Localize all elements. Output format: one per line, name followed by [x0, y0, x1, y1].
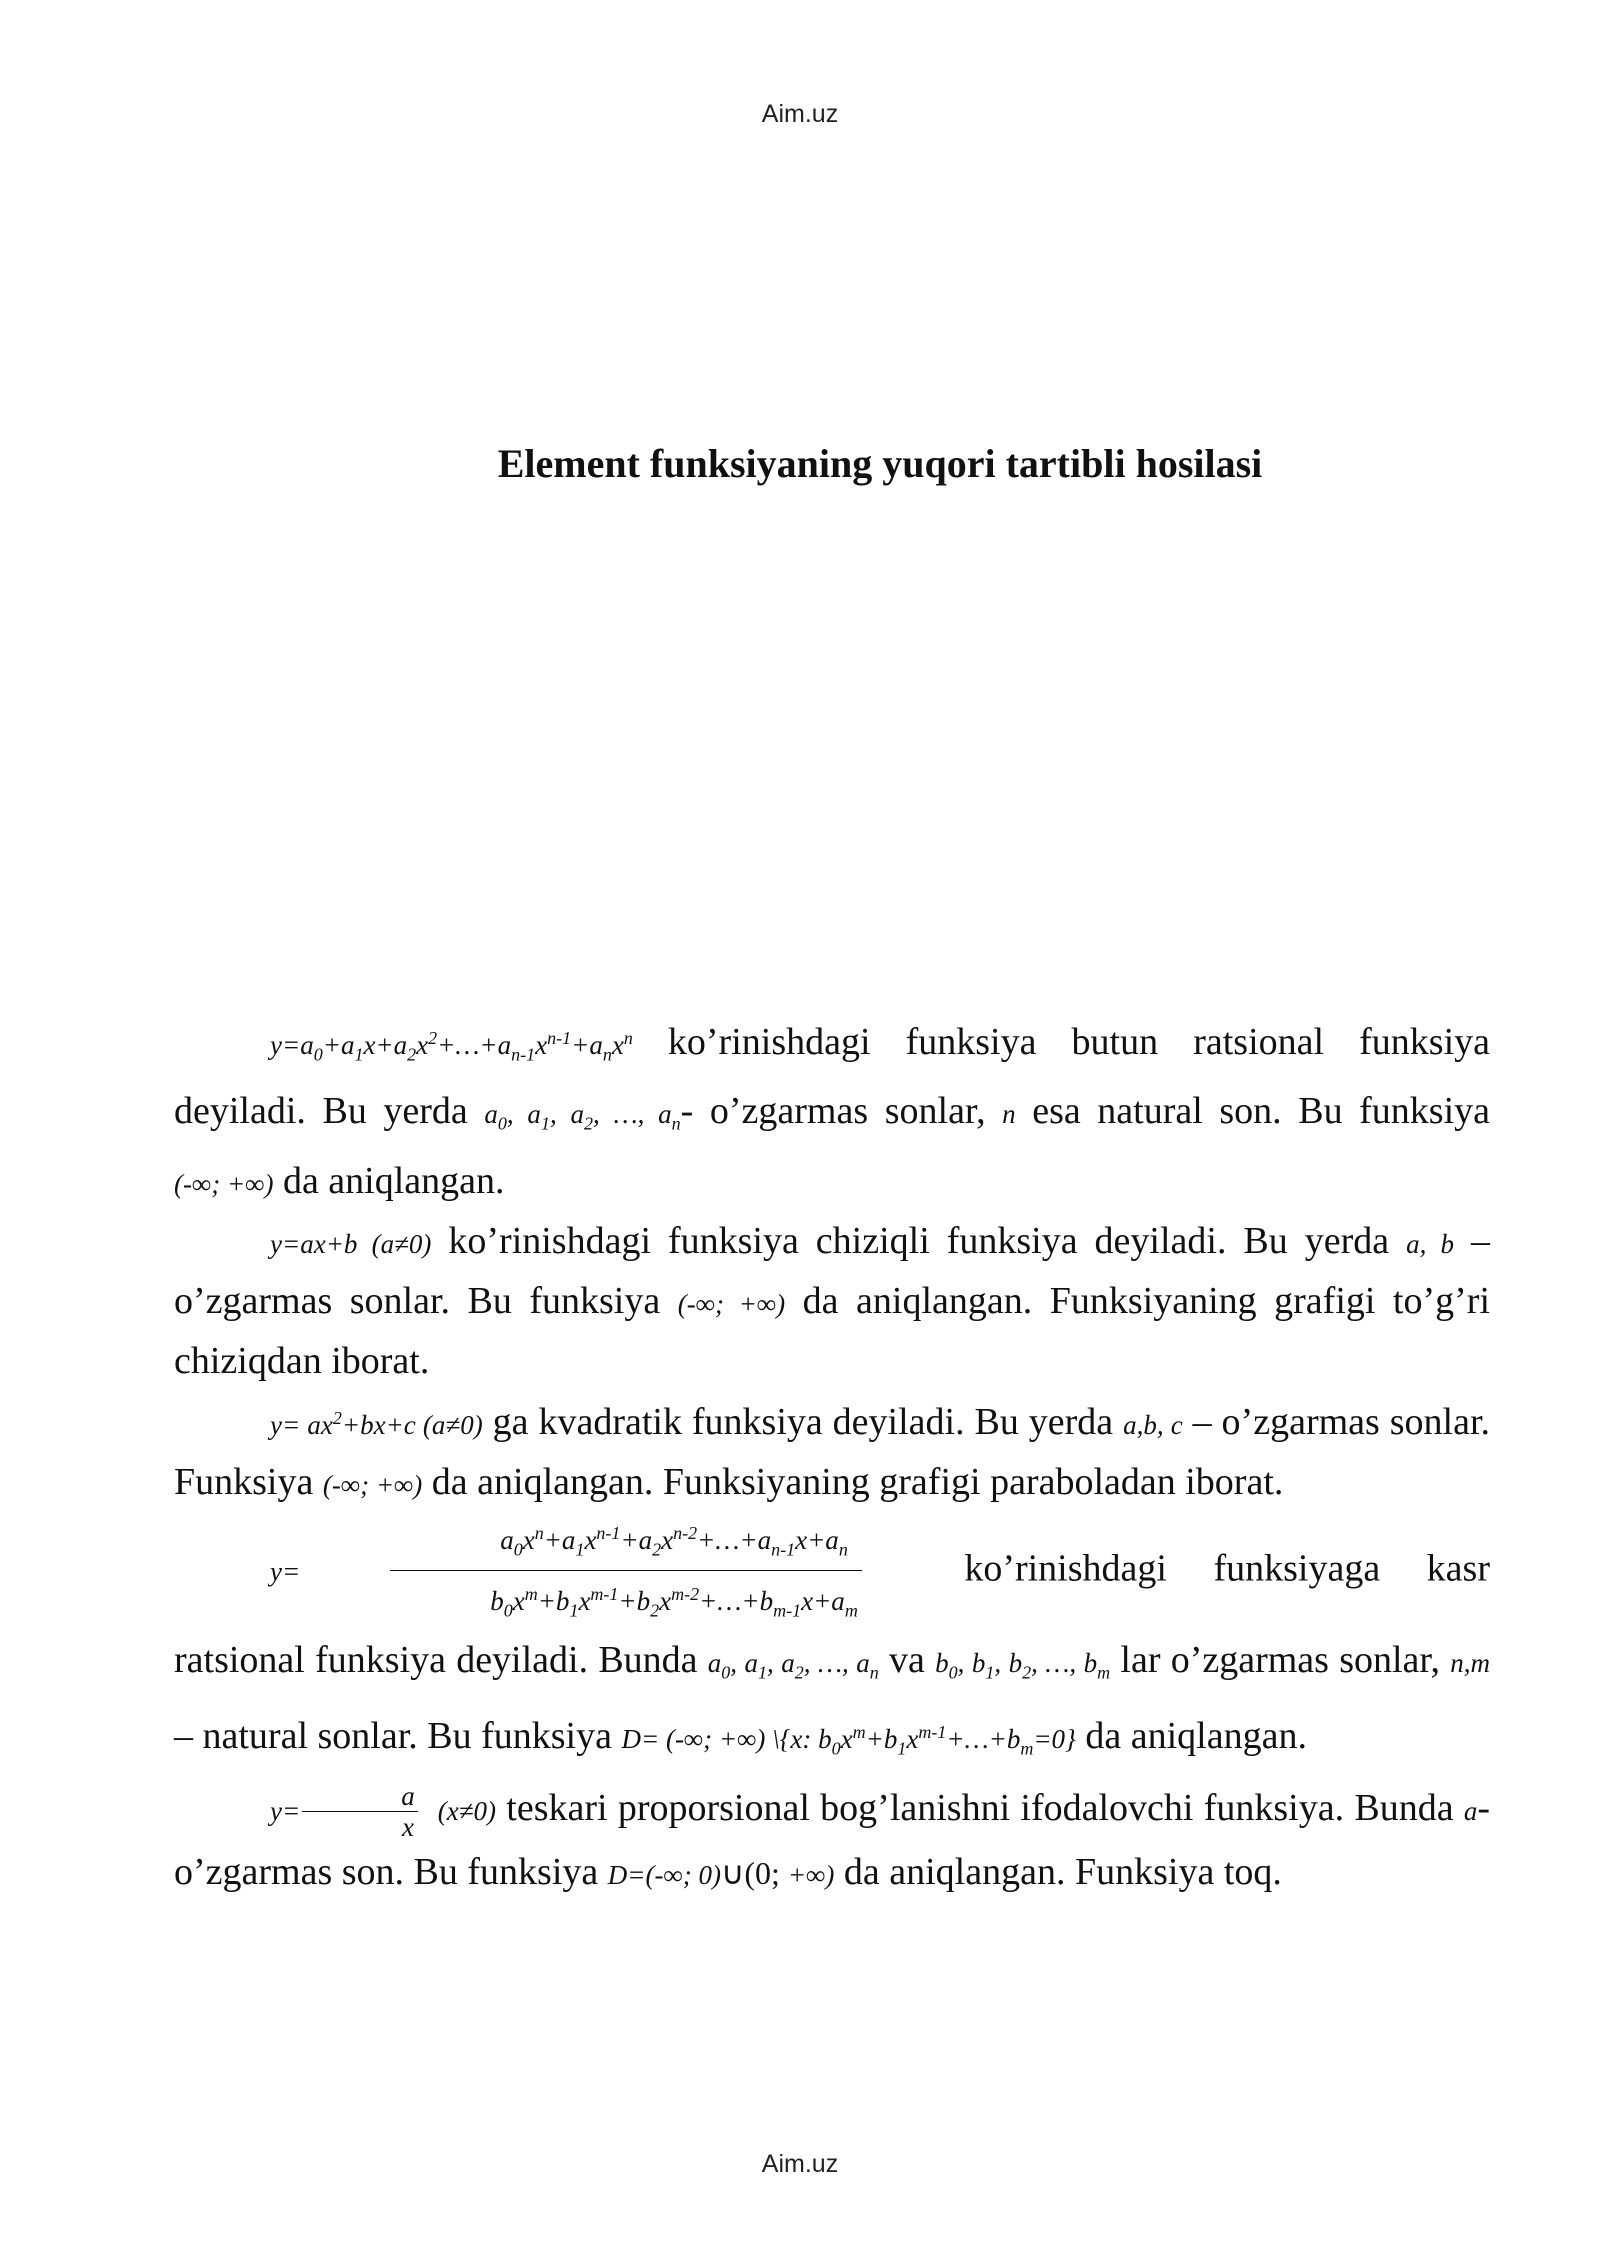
formula-rational-lhs: y= — [270, 1556, 301, 1587]
vars-nm: n,m — [1450, 1647, 1491, 1678]
domain-all-reals: (-∞; +∞) — [174, 1168, 274, 1199]
coefficients-list: $a_0$, $a_1$, $a_2$, …, $a_n$ — [484, 1099, 681, 1134]
paragraph-quadratic: $y= ax^2+bx+c$ (a≠0) ga kvadratik funksiya deyiladi. Bu yerda a,b, c – o’zgarmas sonlar. Funksiya (-∞; +∞) da aniqlangan. Funksiyaning grafigi paraboladan iborat. — [174, 1400, 1490, 1503]
fraction-numerator: $a_0x^n+a_1x^{n-1}+a_2x^{n-2}+\dots+a_{n-1}x+a_n$ — [390, 1514, 862, 1571]
formula-inverse-fraction: $\frac{a}{x}$ — [302, 1781, 418, 1842]
page-header: Aim.uz — [761, 100, 839, 128]
page-footer: Aim.uz — [761, 2150, 839, 2178]
paragraph-rational: y= $\frac{a_0x^n+a_1x^{n-1}+a_2x^{n-2}+\dots+a_{n-1}x+a_n}{b_0x^m+b_1x^{m-1}+b_2x^{m-2}+\dots+b_{m-1}x+a_m}$ ko’rinishdagi funksiyaga kasr ratsional funksiya deyiladi. Bunda $a_0$, $a_1$, $a_2$, …, $a_n$ va $b_0$, $b_1$, $b_2$, …, $b_m$ lar o’zgarmas sonlar, n,m – natural sonlar. Bu funksiya D= (-∞; +∞) \{x: $b_0x^m+b_1x^{m-1}+\dots+b_m=0$} da aniqlangan. — [174, 1514, 1490, 1779]
coefficients-a-list: $a_0$, $a_1$, $a_2$, …, $a_n$ — [707, 1647, 879, 1682]
formula-inverse-lhs: y= — [270, 1796, 301, 1827]
domain-inverse: D=(-∞; 0)∪(0; +∞) — [607, 1855, 835, 1892]
paragraph-polynomial: $y=a_0+a_1x+a_2x^2+\dots+a_{n-1}x^{n-1}+a_nx^n$ ko’rinishdagi funksiya butun ratsional funksiya deyiladi. Bu yerda $a_0$, $a_1$, $a_2$, …, $a_n-$ o’zgarmas sonlar, n esa natural son. Bu funksiya (-∞; +∞) da aniqlangan. — [174, 1021, 1491, 1202]
vars-abc: a,b, c — [1123, 1409, 1183, 1440]
paragraph-linear: y=ax+b (a≠0) ko’rinishdagi funksiya chiziqli funksiya deyiladi. Bu yerda a, b – o’zgarmas sonlar. Bu funksiya (-∞; +∞) da aniqlangan. Funksiyaning grafigi to’g’ri chiziqdan iborat. — [174, 1219, 1491, 1382]
document-title: Element funksiyaning yuqori tartibli hosilasi — [497, 441, 1263, 486]
formula-linear: y=ax+b (a≠0) — [270, 1228, 432, 1259]
domain-all-reals: (-∞; +∞) — [322, 1469, 423, 1500]
document-body — [174, 1010, 1490, 1905]
vars-ab: a, b — [1406, 1228, 1455, 1259]
fraction-denominator: $b_0x^m+b_1x^{m-1}+b_2x^{m-2}+\dots+b_{m-1}x+a_m$ — [490, 1584, 858, 1621]
domain-rational: D= (-∞; +∞) \{x: $b_0x^m+b_1x^{m-1}+\dots+b_m=0$} — [621, 1721, 1076, 1759]
formula-inverse-condition: (x≠0) — [437, 1796, 497, 1827]
domain-all-reals: (-∞; +∞) — [677, 1288, 786, 1319]
formula-quadratic: $y= ax^2+bx+c$ (a≠0) — [270, 1407, 483, 1440]
formula-rational-fraction — [390, 1514, 862, 1630]
formula-polynomial: $y=a_0+a_1x+a_2x^2+\dots+a_{n-1}x^{n-1}+a_nx^n$ — [270, 1028, 633, 1065]
var-n: n — [1002, 1099, 1016, 1130]
paragraph-inverse: y= $\frac{a}{x}$ (x≠0) teskari proporsional bog’lanishni ifodalovchi funksiya. Bunda a-o’zgarmas son. Bu funksiya D=(-∞; 0)∪(0; +∞) da aniqlangan. Funksiya toq. — [174, 1781, 1490, 1894]
var-a: a — [1463, 1796, 1478, 1827]
coefficients-b-list: $b_0$, $b_1$, $b_2$, …, $b_m$ — [935, 1647, 1111, 1682]
